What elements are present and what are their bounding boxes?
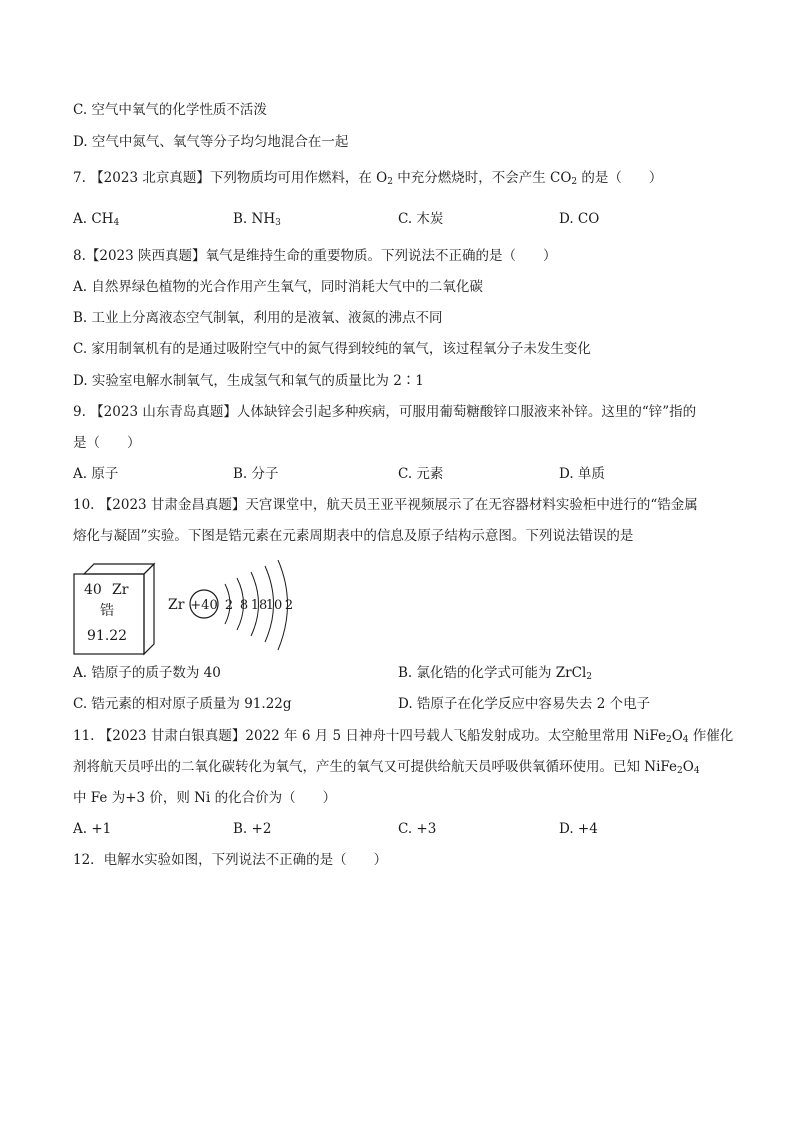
q7-options bbox=[73, 209, 733, 229]
q7-option-c: C. 木炭 bbox=[398, 211, 444, 227]
q11-option-c: C. +3 bbox=[398, 821, 437, 837]
q9-stem-line2: 是（ ） bbox=[73, 435, 141, 451]
q11-options bbox=[73, 819, 733, 839]
q10-option-d: D. 锆原子在化学反应中容易失去 2 个电子 bbox=[398, 696, 651, 712]
q7-option-d: D. CO bbox=[559, 211, 600, 227]
shell-electrons-5: 2 bbox=[284, 598, 294, 613]
periodic-table-cell bbox=[74, 564, 154, 654]
atom-symbol: Zr bbox=[168, 597, 185, 613]
nucleus-charge: +40 bbox=[190, 598, 218, 613]
atomic-structure bbox=[168, 560, 293, 650]
q11-stem-line3: 中 Fe 为+3 价，则 Ni 的化合价为（ ） bbox=[73, 790, 337, 806]
q11-option-d: D. +4 bbox=[559, 821, 598, 837]
q9-options bbox=[73, 464, 733, 484]
q7-stem: 7. 【2023 北京真题】下列物质均可用作燃料，在 $O_2$ 中充分燃烧时，不会产生 $CO_2$ 的是（ ） bbox=[73, 170, 663, 187]
q10-stem-line2: 熔化与凝固”实验。下图是锆元素在元素周期表中的信息及原子结构示意图。下列说法错误的是 bbox=[73, 528, 634, 544]
q10-option-c: C. 锆元素的相对原子质量为 91.22g bbox=[73, 696, 292, 712]
q10-option-b: B. 氯化锆的化学式可能为 ZrCl$_2$ bbox=[398, 665, 593, 682]
q6-option-d: D. 空气中氮气、氧气等分子均匀地混合在一起 bbox=[73, 134, 349, 150]
q8-option-a: A. 自然界绿色植物的光合作用产生氧气，同时消耗大气中的二氧化碳 bbox=[73, 279, 483, 295]
q10-options-row1 bbox=[73, 663, 733, 683]
q11-stem-line2: 剂将航天员呼出的二氧化碳转化为氧气，产生的氧气又可提供给航天员呼吸供氧循环使用。已知 $NiFe_2O_4$ bbox=[73, 759, 700, 776]
q9-option-b: B. 分子 bbox=[233, 466, 279, 482]
q11-stem-line1: 11. 【2023 甘肃白银真题】2022 年 6 月 5 日神舟十四号载人飞船发射成功。太空舱里常用 $NiFe_2O_4$ 作催化 bbox=[73, 728, 734, 745]
q11-option-b: B. +2 bbox=[233, 821, 272, 837]
shell-electrons-2: 8 bbox=[239, 598, 249, 613]
q9-option-c: C. 元素 bbox=[398, 466, 444, 482]
q6-option-c: C. 空气中氧气的化学性质不活泼 bbox=[73, 102, 267, 118]
shell-electrons-1: 2 bbox=[224, 598, 234, 613]
q10-stem-line1: 10. 【2023 甘肃金昌真题】天宫课堂中，航天员王亚平视频展示了在无容器材料实验柜中进行的“锆金属 bbox=[73, 497, 698, 513]
q9-option-d: D. 单质 bbox=[559, 466, 605, 482]
q7-option-a: A. $CH_4$ bbox=[73, 211, 120, 228]
q8-stem: 8.【2023 陕西真题】氧气是维持生命的重要物质。下列说法不正确的是（ ） bbox=[73, 248, 557, 264]
q8-option-b: B. 工业上分离液态空气制氧，利用的是液氧、液氮的沸点不同 bbox=[73, 310, 443, 326]
q10-option-a: A. 锆原子的质子数为 40 bbox=[73, 665, 221, 681]
q8-option-d: D. 实验室电解水制氧气，生成氢气和氧气的质量比为 2∶1 bbox=[73, 373, 424, 389]
shell-electrons-3: 18 bbox=[250, 598, 268, 613]
element-symbol: Zr bbox=[112, 582, 129, 598]
atomic-number: 40 bbox=[84, 582, 102, 598]
zirconium-diagram bbox=[70, 560, 310, 660]
element-name: 锆 bbox=[100, 603, 114, 619]
q8-option-c: C. 家用制氧机有的是通过吸附空气中的氮气得到较纯的氧气，该过程氧分子未发生变化 bbox=[73, 341, 591, 357]
atomic-mass: 91.22 bbox=[87, 628, 128, 644]
q12-stem: 12．电解水实验如图，下列说法不正确的是（ ） bbox=[73, 852, 388, 868]
q9-option-a: A. 原子 bbox=[73, 466, 119, 482]
q9-stem-line1: 9. 【2023 山东青岛真题】人体缺锌会引起多种疾病，可服用葡萄糖酸锌口服液来补锌。这里的“锌”指的 bbox=[73, 404, 697, 420]
q10-options-row2 bbox=[73, 694, 733, 714]
q7-option-b: B. $NH_3$ bbox=[233, 211, 281, 228]
shell-electrons-4: 10 bbox=[265, 598, 283, 613]
q11-option-a: A. +1 bbox=[73, 821, 112, 837]
